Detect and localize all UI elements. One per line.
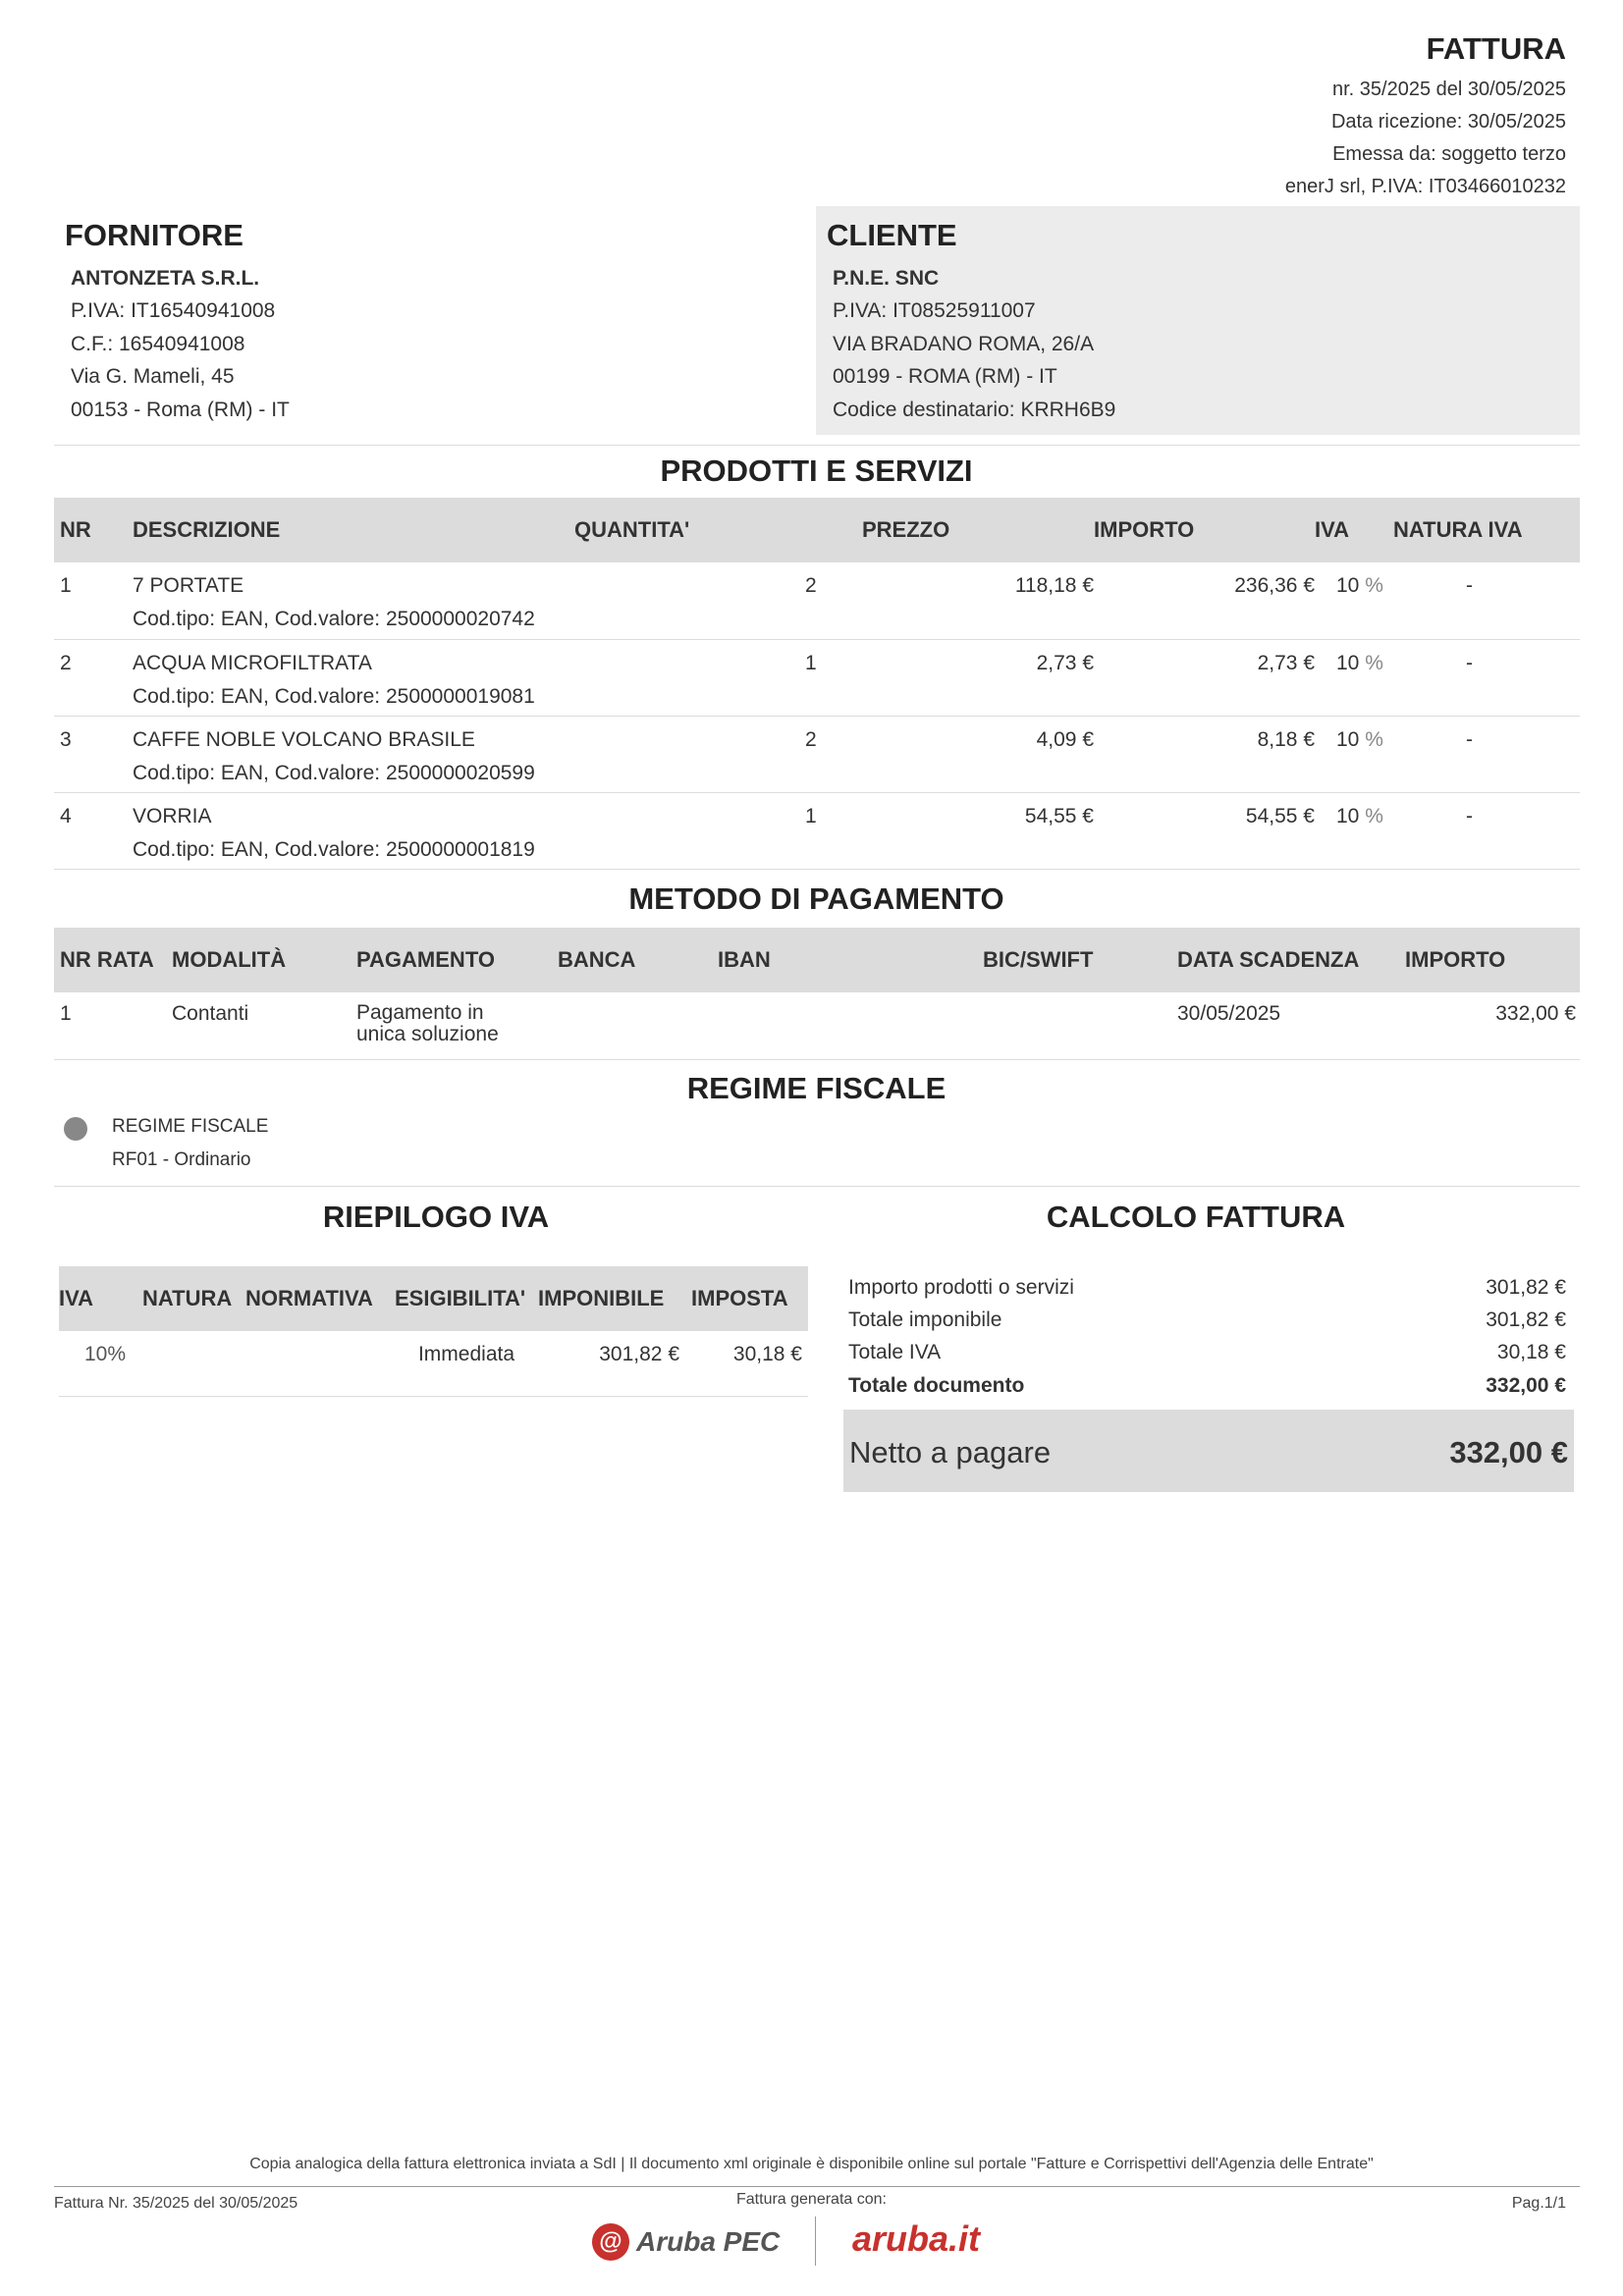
row-description (133, 792, 574, 869)
client-heading: CLIENTE (827, 218, 957, 252)
regime-label: REGIME FISCALE (112, 1116, 269, 1137)
row-iva (1315, 716, 1393, 792)
row-iva-value: 10 (1336, 651, 1360, 674)
row-qty (574, 716, 862, 792)
row-amount: 54,55 € (1245, 804, 1315, 828)
rata-payment-line1: Pagamento in (356, 1001, 484, 1024)
calc-label: Totale imponibile (848, 1308, 1002, 1331)
col-iva: IVA (1315, 498, 1393, 562)
divider (54, 445, 1580, 446)
rata-bic (983, 992, 1169, 1059)
net-to-pay-box (843, 1410, 1574, 1492)
col-iva: IVA (59, 1266, 142, 1331)
logo-separator (815, 2216, 816, 2266)
col-bic: BIC/SWIFT (983, 928, 1169, 992)
supplier-heading: FORNITORE (65, 218, 243, 252)
iva-imponibile: 301,82 € (599, 1343, 679, 1365)
row-natura: - (1466, 727, 1473, 751)
row-nr: 3 (60, 727, 72, 751)
item-name: CAFFE NOBLE VOLCANO BRASILE (133, 727, 475, 751)
row-amount: 8,18 € (1257, 727, 1315, 751)
row-price: 2,73 € (1036, 651, 1094, 674)
col-modalita: MODALITÀ (172, 928, 356, 992)
products-title: PRODOTTI E SERVIZI (660, 454, 973, 488)
col-nr-rata: NR RATA (54, 928, 172, 992)
client-dest-code: Codice destinatario: KRRH6B9 (833, 399, 1116, 421)
client-address: VIA BRADANO ROMA, 26/A (833, 333, 1095, 355)
row-nr: 4 (60, 804, 72, 828)
row-nr: 2 (60, 651, 72, 674)
table-row (54, 716, 1580, 792)
row-amount: 2,73 € (1257, 651, 1315, 674)
table-row (54, 992, 1580, 1059)
row-iva (1315, 639, 1393, 716)
item-name: VORRIA (133, 804, 212, 828)
table-row (59, 1331, 808, 1396)
row-iva-value: 10 (1336, 727, 1360, 751)
row-description (133, 716, 574, 792)
row-qty (574, 562, 862, 639)
col-esigibilita: ESIGIBILITA' (395, 1266, 538, 1331)
rata-iban (718, 992, 983, 1059)
col-natura: NATURA (142, 1266, 245, 1331)
col-due-date: DATA SCADENZA (1169, 928, 1405, 992)
row-qty-value: 2 (805, 727, 817, 751)
calc-title: CALCOLO FATTURA (1046, 1200, 1346, 1234)
row-natura: - (1466, 574, 1473, 597)
table-header (54, 928, 1580, 992)
col-pagamento: PAGAMENTO (356, 928, 558, 992)
row-iva (1315, 792, 1393, 869)
row-amount: 236,36 € (1234, 574, 1315, 597)
divider (54, 1186, 1580, 1187)
row-qty (574, 639, 862, 716)
col-amount: IMPORTO (1094, 498, 1315, 562)
iva-natura (142, 1331, 245, 1396)
iva-normativa (245, 1331, 395, 1396)
iva-esigibilita: Immediata (417, 1343, 515, 1365)
supplier-cf: C.F.: 16540941008 (71, 333, 245, 355)
footer-divider (54, 2186, 1580, 2187)
item-code: Cod.tipo: EAN, Cod.valore: 2500000020599 (133, 761, 535, 784)
row-iva-pct: % (1365, 651, 1383, 674)
iva-rate: 10% (84, 1343, 127, 1365)
col-nr: NR (54, 498, 133, 562)
row-price: 54,55 € (1024, 804, 1094, 828)
calc-label: Totale IVA (848, 1341, 942, 1363)
row-price: 118,18 € (1014, 574, 1094, 597)
invoice-number: nr. 35/2025 del 30/05/2025 (1332, 79, 1566, 100)
row-qty (574, 792, 862, 869)
calc-total-value: 332,00 € (1486, 1374, 1566, 1397)
supplier-city: 00153 - Roma (RM) - IT (71, 399, 290, 421)
row-description (133, 639, 574, 716)
row-iva-value: 10 (1336, 574, 1360, 597)
row-natura: - (1466, 804, 1473, 828)
col-imponibile: IMPONIBILE (538, 1266, 691, 1331)
col-price: PREZZO (862, 498, 1094, 562)
net-label: Netto a pagare (849, 1435, 1052, 1469)
row-qty-value: 1 (805, 804, 817, 828)
iva-imposta: 30,18 € (732, 1343, 802, 1365)
item-code: Cod.tipo: EAN, Cod.valore: 2500000019081 (133, 684, 535, 708)
table-header (59, 1266, 808, 1331)
row-nr: 1 (60, 574, 72, 597)
table-row (54, 792, 1580, 869)
rata-amount: 332,00 € (1495, 1002, 1576, 1025)
row-iva-pct: % (1365, 804, 1383, 828)
col-banca: BANCA (558, 928, 718, 992)
rata-nr: 1 (60, 1002, 72, 1025)
received-date: Data ricezione: 30/05/2025 (1330, 111, 1566, 133)
col-description: DESCRIZIONE (133, 498, 574, 562)
footer-note: Copia analogica della fattura elettronica inviata a SdI | Il documento xml originale è disponibile online sul portale "Fatture e Corrispettivi dell'Agenzia delle Entrate" (249, 2156, 1374, 2172)
calc-value: 30,18 € (1496, 1341, 1566, 1363)
supplier-piva: P.IVA: IT16540941008 (71, 299, 276, 322)
client-name: P.N.E. SNC (833, 267, 940, 290)
row-price: 4,09 € (1036, 727, 1094, 751)
regime-value: RF01 - Ordinario (112, 1149, 251, 1170)
table-row (54, 562, 1580, 639)
col-imposta: IMPOSTA (691, 1266, 808, 1331)
row-iva-value: 10 (1336, 804, 1360, 828)
iva-summary-table (59, 1266, 808, 1397)
col-normativa: NORMATIVA (245, 1266, 395, 1331)
rata-payment-line2: unica soluzione (356, 1023, 499, 1045)
col-natura-iva: NATURA IVA (1393, 498, 1580, 562)
calc-value: 301,82 € (1486, 1276, 1566, 1299)
item-name: ACQUA MICROFILTRATA (133, 651, 372, 674)
footer-generated-with: Fattura generata con: (736, 2191, 887, 2208)
col-quantity: QUANTITA' (574, 498, 862, 562)
regime-title: REGIME FISCALE (686, 1071, 947, 1105)
bullet-icon (64, 1117, 87, 1141)
document-title: FATTURA (1426, 31, 1566, 66)
item-code: Cod.tipo: EAN, Cod.valore: 2500000020742 (133, 608, 535, 630)
supplier-name: ANTONZETA S.R.L. (71, 267, 260, 290)
row-qty-value: 2 (805, 574, 817, 597)
rata-due-date: 30/05/2025 (1177, 1002, 1281, 1025)
calc-total-label: Totale documento (848, 1374, 1025, 1397)
payment-table (54, 928, 1580, 1060)
footer-invoice-ref: Fattura Nr. 35/2025 del 30/05/2025 (54, 2195, 298, 2212)
rata-payment (356, 992, 558, 1059)
products-table (54, 498, 1580, 870)
table-row (54, 639, 1580, 716)
row-qty-value: 1 (805, 651, 817, 674)
client-city: 00199 - ROMA (RM) - IT (833, 365, 1057, 388)
row-iva-pct: % (1365, 574, 1383, 597)
row-description (133, 562, 574, 639)
row-iva-pct: % (1365, 727, 1383, 751)
net-value: 332,00 € (1449, 1435, 1568, 1469)
table-header (54, 498, 1580, 562)
row-iva (1315, 562, 1393, 639)
footer-page: Pag.1/1 (1511, 2195, 1566, 2212)
col-importo: IMPORTO (1405, 928, 1580, 992)
supplier-address: Via G. Mameli, 45 (71, 365, 235, 388)
aruba-it-logo: aruba.it (852, 2218, 981, 2259)
col-iban: IBAN (718, 928, 983, 992)
aruba-pec-logo: Aruba PEC (636, 2226, 781, 2257)
item-name: 7 PORTATE (133, 574, 244, 597)
item-code: Cod.tipo: EAN, Cod.valore: 2500000001819 (133, 837, 535, 861)
calc-value: 301,82 € (1486, 1308, 1566, 1331)
client-piva: P.IVA: IT08525911007 (833, 299, 1036, 322)
issued-by: Emessa da: soggetto terzo (1332, 143, 1566, 165)
issuer-info: enerJ srl, P.IVA: IT03466010232 (1284, 176, 1566, 197)
calc-label: Importo prodotti o servizi (848, 1276, 1074, 1299)
rata-bank (558, 992, 718, 1059)
iva-summary-title: RIEPILOGO IVA (322, 1200, 550, 1234)
row-natura: - (1466, 651, 1473, 674)
payment-title: METODO DI PAGAMENTO (628, 881, 1004, 916)
rata-mode: Contanti (172, 1002, 249, 1025)
aruba-pec-logo-icon: @ (592, 2223, 629, 2261)
